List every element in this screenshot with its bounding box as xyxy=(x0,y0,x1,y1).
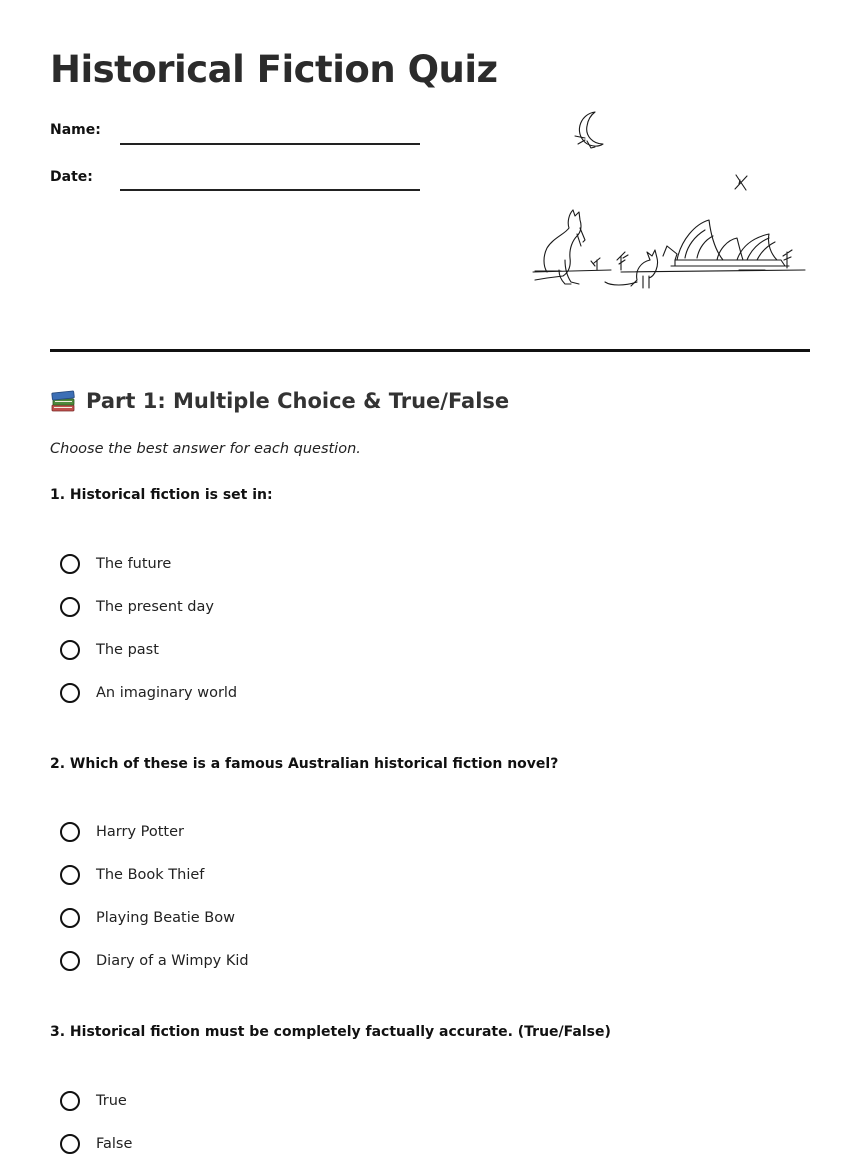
option-label: True xyxy=(96,1093,127,1109)
radio-button[interactable] xyxy=(60,908,80,928)
option-label: Diary of a Wimpy Kid xyxy=(96,953,249,969)
question-1-option-1[interactable] xyxy=(60,551,171,577)
section-header xyxy=(50,388,509,414)
option-label: The future xyxy=(96,556,172,572)
question-2-option-1[interactable] xyxy=(60,819,184,845)
name-label: Name: xyxy=(50,122,101,138)
moon-icon xyxy=(575,112,603,148)
question-2-option-3[interactable] xyxy=(60,905,235,931)
question-1-option-4[interactable] xyxy=(60,680,237,706)
radio-button[interactable] xyxy=(60,1134,80,1154)
section-instructions: Choose the best answer for each question. xyxy=(50,441,361,457)
option-label: The present day xyxy=(96,599,214,615)
question-2-option-4[interactable] xyxy=(60,948,249,974)
radio-button[interactable] xyxy=(60,683,80,703)
question-2: 2. Which of these is a famous Australian historical fiction novel? xyxy=(50,756,559,772)
section-divider xyxy=(50,349,810,352)
radio-button[interactable] xyxy=(60,865,80,885)
dingo-icon xyxy=(605,250,658,288)
option-label: Playing Beatie Bow xyxy=(96,910,235,926)
date-label: Date: xyxy=(50,169,93,185)
date-field[interactable] xyxy=(120,189,420,191)
question-1-option-2[interactable] xyxy=(60,594,214,620)
radio-button[interactable] xyxy=(60,822,80,842)
radio-button[interactable] xyxy=(60,554,80,574)
page-title: Historical Fiction Quiz xyxy=(50,48,498,91)
kangaroo-icon xyxy=(535,210,585,284)
question-2-option-2[interactable] xyxy=(60,862,204,888)
question-3: 3. Historical fiction must be completely factually accurate. (True/False) xyxy=(50,1024,611,1040)
opera-house-icon xyxy=(663,220,789,270)
question-3-option-1[interactable] xyxy=(60,1088,127,1114)
books-icon xyxy=(50,388,76,414)
radio-button[interactable] xyxy=(60,951,80,971)
australia-landscape-illustration xyxy=(525,100,820,300)
radio-button[interactable] xyxy=(60,1091,80,1111)
radio-button[interactable] xyxy=(60,597,80,617)
star-icon xyxy=(735,175,747,190)
question-3-option-2[interactable] xyxy=(60,1131,132,1157)
question-1-option-3[interactable] xyxy=(60,637,159,663)
option-label: False xyxy=(96,1136,133,1152)
option-label: The past xyxy=(96,642,159,658)
section-title: Part 1: Multiple Choice & True/False xyxy=(86,389,510,413)
radio-button[interactable] xyxy=(60,640,80,660)
option-label: An imaginary world xyxy=(96,685,238,701)
name-field[interactable] xyxy=(120,143,420,145)
option-label: Harry Potter xyxy=(96,824,184,840)
question-1: 1. Historical fiction is set in: xyxy=(50,487,273,503)
option-label: The Book Thief xyxy=(96,867,205,883)
